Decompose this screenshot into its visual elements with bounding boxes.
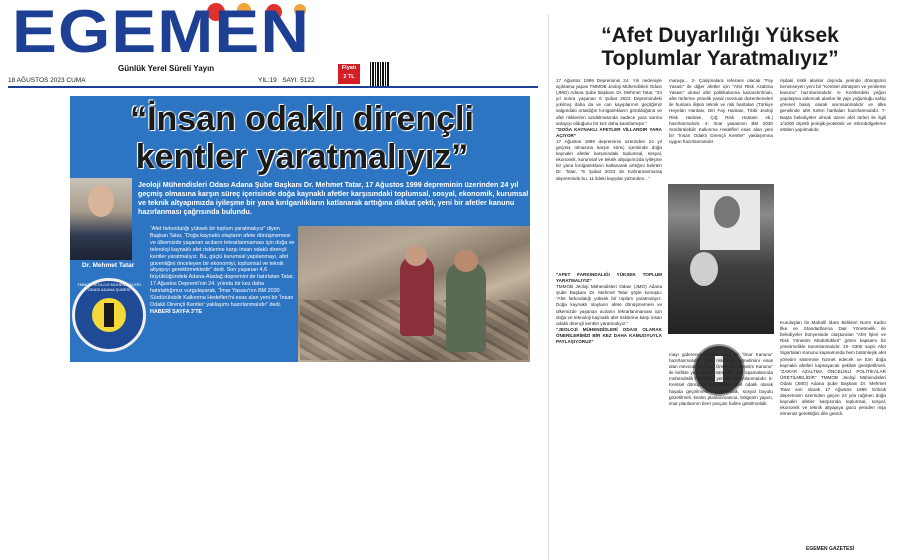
seal-core	[104, 303, 114, 327]
barcode-icon	[370, 62, 390, 86]
newspaper-logo: EGEMEN	[12, 0, 310, 65]
article-headline: “Afet Duyarlılığı Yüksek Toplumlar Yaratmalıyız”	[601, 24, 839, 70]
article-column-3	[780, 78, 886, 133]
column-1-mid: 17 Ağustos 1999 depreminin üzerinden 24 yıl geçmiş olmasına karşın süreç içerisinde doğa kaynaklı afetler karşısındaki toplumsal, sosyal, ekonomik, kurumsal ve teknik altyapımızda iyileşme bir yana kırılganlıkların katlanarak arttığını belirten Dr. Tatar, “6 Şubat 2023 de Kahramanmaraş depreminde bu, 11 ildeki kayıplar yüzünden...”	[556, 138, 662, 181]
seal-text: TMMOB JEOLOJİ MÜHENDİSLERİ ODASI ADANA ŞUBESİ	[77, 282, 141, 292]
price-badge	[338, 64, 360, 84]
price-label: Fiyatı	[341, 65, 357, 71]
photo-head-2	[454, 250, 478, 272]
column-2-top: maraşa... 2- Çalışmalara referans olacak “Fay Yasası” ile diğer afetler için “Afet Risk Azaltma Yasası” ulusal afet politikalarına kazandırılmalı, afet türlerine yönelik yasal mevzuat düzenlemeleri ile bunlara ilişkin teknik ve risk haritaları (Türkiye Heyelan Haritası, Diri Fay Haritası, Tıbbi Jeoloji Risk Haritası, Çığ Risk Haritası vb.) hazırlanmalıdır. 4- İmar yasasının BM 2030 Sürdürülebilir Kalkınma Hedefleri esas alan yeni bir “İnsan Odaklı Dirençli Kentler” yaklaşımına uygun hazırlanmalıdır.	[669, 78, 773, 144]
photo-person-2	[446, 262, 486, 352]
photo-person-1	[400, 256, 434, 336]
masthead-rule	[8, 86, 538, 88]
column-1-top: 17 Ağustos 1999 Depreminin 24. Yılı nedeniyle açıklama yapan TMMOB Jeoloji Mühendisleri Odası (JMO) Adana Şube Başkanı Dr. Mehmet Tatar, “24 yıl sonra yaşanan 6 Şubat 2023 Depremindeki yıkılmış daha da ve can kayıplarının geçtiğimiz salgındaki ortaklığın kırılganlıkların görüldüğünü ve afet risklerinin azaltılmasında sadece yara sarma anlayışı olduğunu bir kez daha kanıtlamıştır.”	[556, 78, 662, 126]
subhead-1: “DOĞA KAYNAKLI AFETLER VİLLARDIR YARA AÇIYOR”	[556, 126, 662, 138]
column-2-bottom: mayı giderecek şekilde yeni bir “İmar Kanunu” hazırlanmalıdır. Yapı risklerinin yönetimini esas alan mevzuat ile “Yapı Üretim ve Denetim Kanunu” ile birlikte yapı üretim sürecinin tüm aşamalarında mühendislik hizmetleri yeniden tanımlanmalıdır. 5- Kentsel dönüşüm projelerinin afet odaklı olarak hayata geçirilmesini sağlayacak, sosyal boyutu gözetilmeli, kentin planlanmasına, bölgenin yapısı, imar planlarının birer parçası haline getirilmelidir.	[669, 352, 773, 406]
article-column-2-lower	[669, 352, 773, 407]
article-column-3-lower	[780, 320, 886, 418]
subhead-2: “AFET FARKINDALIĞI YÜKSEK TOPLUM YARATMALIYIZ”	[556, 272, 662, 284]
subhead-3: “JEOLOJİ MÜHENDİSLERİ ODASI OLARAK ÖNERİLERİMİZİ BİR KEZ DAHA KAMUOYUYLA PAYLAŞIYORUZ”	[556, 326, 662, 345]
story-body-text: “Afet farkındalığı yüksek bir toplum yaratmalıyız” diyen Başkan Tatar, “Doğa kaynaklı olayların afete dönüşmemesi ve ülkemizde yaşanan acıların tekrarlanmaması için doğa ve teknoloji kaynaklı afet risklerine karşı insan odaklı dirençli kentler yaratmalıyız. Bu, güçlü kurumsal yapılanmayı, afet güvenliğini önceleyen bir ekonomiyi, toplumsal ve teknik altyapıyı gerektirmektedir” dedi. Son yaşanan 4,6 büyüklüğündeki Adana-Aladağ depremini de hatırlatan Tatar, 17 Ağustos Depremi'nin 24. yılında bir kez daha hatırlattığımız vurgulayarak, “İmar Yasası'nın BM 2030 Sürdürülebilir Kalkınma Hedefleri'ni esas alan yeni bir ‘İnsan Odaklı Dirençli Kentler’ yaklaşımı hazırlanmalıdır” dedi.	[150, 226, 295, 308]
continued-notice: HABERİ SAYFA 3'TE	[150, 308, 203, 315]
column-3-bottom: Kuruluşları ile Mahalli İdare Birlikleri Norm Kadro İlke ve Standartlarına Dair Yönetmelik ile belediyeler bünyesinde oluşturulan “Afet İşleri ve Risk Yönetimi Müdürlükleri” görev kapsamı bir yönetmelikle tanımlanmalıdır. 10- 6305 sayılı Afet Sigortaları Kanunu kapsamında hem bütünleşik afet yönetim sistemine hizmet edecek ve tüm doğa kaynaklı afetleri kapsayacak şekilde genişletilmeli. “ZARAR AZALTMA ÖNCELİKLİ POLİTİKALAR ÜRETİLMELİDİR” TMMOB Jeoloji Mühendisleri Odası (JMO) Adana Şube Başkanı Dr. Mehmet Tatar son olarak 17 Ağustos 1999 Gölcük depreminin üzerinden geçen 24 yıla rağmen doğa kaynaklı afetler karşısında toplumsal, sosyal, ekonomik ve teknik altyapıya gücü yeniden inşa etmemiz gerektiğini dile getirdi.	[780, 320, 886, 417]
story-lead: Jeoloji Mühendisleri Odası Adana Şube Başkanı Dr. Mehmet Tatar, 17 Ağustos 1999 depreminin üzerinden 24 yıl geçmiş olmasına karşın süreç içerisinde doğa kaynaklı afetler karşısındaki toplumsal, sosyal, ekonomik, kurumsal ve teknik altyapımızda iyileşme bir yana kırılganlıkların katlanarak arttığına dikkat çekti, yeni bir afetler kanunu hazırlanması çağrısında bulundu.	[138, 180, 529, 216]
column-3-top: rişdaki riskli alanlar dışında yerinde dönüşümü benimseyen yeni bir “Kentsel dönüşüm ve yenileme kanunu” hazırlanmalıdır. 6- Kentlerdeki yoğun yapılaşma sakıncalı alanlar ile yapı yoğunluğu sahip yöresel bakış olarak anımsanmalıdır ve ülke genelinde afet türleri haritaları hazırlanmalıdır. 7- Başta belediyeler olmak üzere afet türleri ile ilgili 1/1000 ölçekli jeolojik-jeoteknik ve mikrobölgeleme etütleri yapılmalıdır.	[780, 78, 886, 132]
photo-head-1	[405, 246, 427, 266]
issue-volume: YIL:19	[258, 77, 277, 84]
front-headline: “İnsan odaklı dirençli kentler yaratmalıyız”	[130, 100, 474, 176]
article-column-2	[669, 78, 773, 145]
portrait-caption: Dr. Mehmet Tatar	[82, 262, 135, 269]
article-column-1	[556, 78, 662, 182]
price-value: 2 TL	[343, 74, 355, 80]
column-1-bottom: TMMOB Jeoloji Mühendisleri Odası (JMO) Adana Şube Başkanı Dr. Mehmet Tatar şöyle konuştu: “Afet farkındalığı yüksek bir toplum yaratmalıyız. Doğa kaynaklı olayların afete dönüşmemesi ve ülkemizde yaşanan acıların tekrarlanmaması için doğa ve teknoloji kaynaklı afet risklerine karşı insan odaklı dirençli kentler yaratmalıyız.”	[556, 284, 662, 326]
article-photo-portrait-face	[714, 196, 740, 228]
masthead-tagline: Günlük Yerel Süreli Yayın	[118, 64, 215, 73]
article-photo-speaker-face	[690, 252, 718, 286]
story-body	[150, 226, 295, 316]
portrait-face	[88, 185, 114, 217]
issue-date: 18 AĞUSTOS 2023 CUMA	[8, 77, 86, 84]
article-signoff: EGEMEN GAZETESİ	[806, 546, 855, 552]
masthead	[8, 0, 538, 75]
article-column-1-lower	[556, 272, 662, 345]
issue-meta	[258, 77, 315, 84]
issue-number: SAYI: 5122	[282, 77, 315, 84]
